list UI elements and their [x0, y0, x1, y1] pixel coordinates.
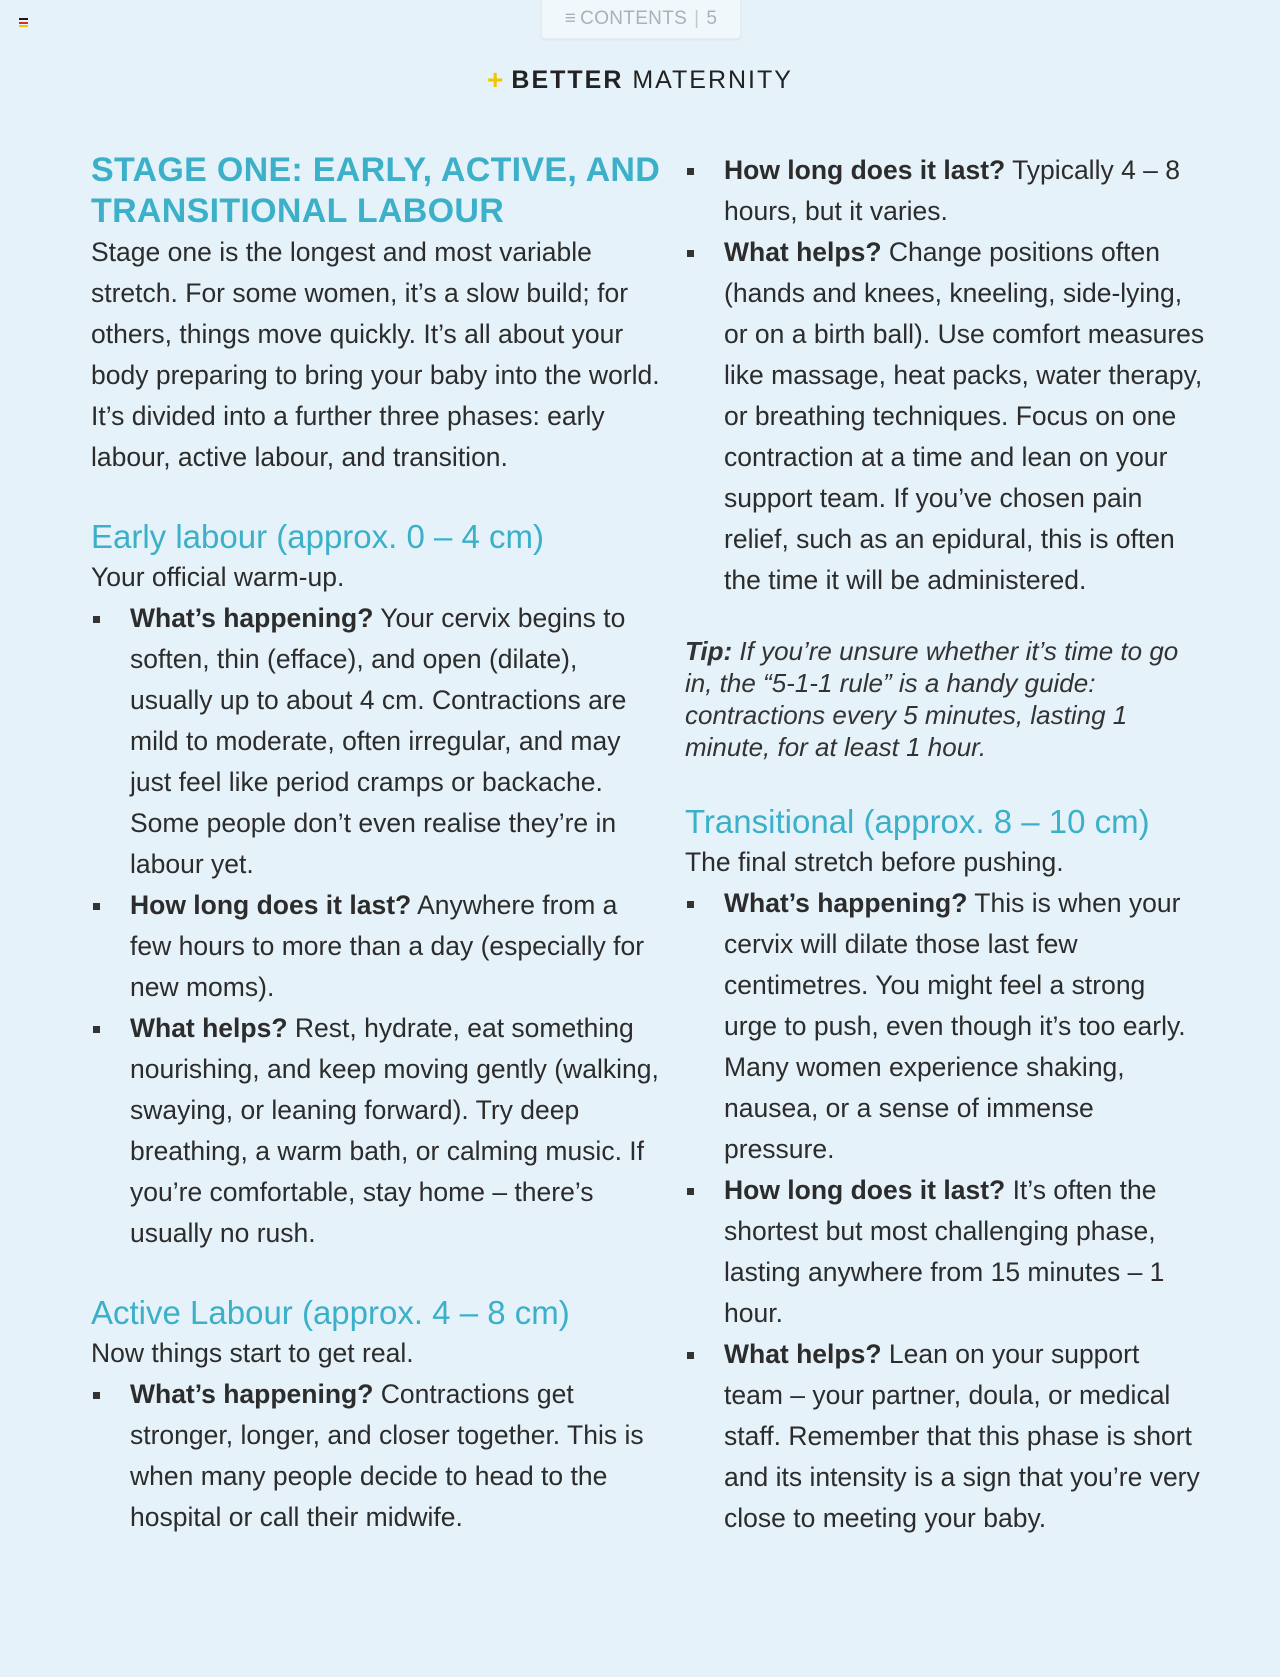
menu-icon: ≡ — [564, 8, 577, 29]
contents-label: CONTENTS — [580, 8, 688, 29]
bullet-icon — [93, 1392, 100, 1399]
right-column — [685, 150, 1205, 1539]
early-labour-heading: Early labour (approx. 0 – 4 cm) — [91, 518, 545, 555]
early-labour-list — [91, 598, 661, 1254]
item-text: Contractions get stronger, longer, and closer together. This is when many people decide to head to the hospital or call their midwife. — [130, 1379, 644, 1532]
transitional-subtitle: The final stretch before pushing. — [685, 847, 1064, 877]
bullet-icon — [93, 616, 100, 623]
list-item — [685, 150, 1205, 232]
list-item — [685, 232, 1205, 601]
contents-button[interactable] — [541, 0, 741, 39]
brand-logo — [0, 64, 1280, 96]
list-item — [91, 1008, 661, 1254]
tip-text: If you’re unsure whether it’s time to go in, the “5-1-1 rule” is a handy guide: contractions every 5 minutes, lasting 1 minute, for at least 1 hour. — [685, 636, 1179, 762]
bullet-icon — [687, 1352, 694, 1359]
left-column — [91, 150, 661, 1538]
bullet-icon — [687, 1188, 694, 1195]
item-label: What helps? — [130, 1013, 288, 1043]
item-label: How long does it last? — [724, 155, 1006, 185]
item-label: What helps? — [724, 237, 882, 267]
section-title: STAGE ONE: EARLY, ACTIVE, AND TRANSITIONAL LABOUR — [91, 151, 661, 230]
item-label: What’s happening? — [130, 1379, 374, 1409]
list-item — [91, 1374, 661, 1538]
brand-bold: BETTER — [511, 66, 624, 94]
item-label: What helps? — [724, 1339, 882, 1369]
active-labour-list — [91, 1374, 661, 1538]
list-item — [91, 885, 661, 1008]
tip-label: Tip: — [685, 636, 733, 666]
bullet-icon — [687, 250, 694, 257]
item-label: How long does it last? — [724, 1175, 1006, 1205]
item-text: Rest, hydrate, eat something nourishing, and keep moving gently (walking, swaying, or leaning forward). Try deep breathing, a warm bath, or calming music. If you’re comfortable, stay home – there’s usually no rush. — [130, 1013, 659, 1248]
transitional-list — [685, 883, 1205, 1539]
item-label: How long does it last? — [130, 890, 412, 920]
page-number: 5 — [706, 8, 718, 29]
intro-paragraph: Stage one is the longest and most variable stretch. For some women, it’s a slow build; for others, things move quickly. It’s all about your body preparing to bring your baby into the world. It’s divided into a further three phases: early labour, active labour, and transition. — [91, 237, 660, 472]
item-text: Change positions often (hands and knees, kneeling, side-lying, or on a birth ball). Use comfort measures like massage, heat packs, water therapy, or breathing techniques. Focus on one contraction at a time and lean on your support team. If you’ve chosen pain relief, such as an epidural, this is often the time it will be administered. — [724, 237, 1205, 595]
item-text: Lean on your support team – your partner, doula, or medical staff. Remember that this phase is short and its intensity is a sign that you’re very close to meeting your baby. — [724, 1339, 1200, 1533]
active-labour-subtitle: Now things start to get real. — [91, 1338, 414, 1368]
early-labour-subtitle: Your official warm-up. — [91, 562, 345, 592]
transitional-heading: Transitional (approx. 8 – 10 cm) — [685, 803, 1150, 840]
item-label: What’s happening? — [130, 603, 374, 633]
list-item — [685, 883, 1205, 1170]
item-text: Typically 4 – 8 hours, but it varies. — [724, 155, 1181, 226]
list-item — [685, 1170, 1205, 1334]
active-labour-list-continued — [685, 150, 1205, 601]
bullet-icon — [93, 1026, 100, 1033]
item-text: This is when your cervix will dilate those last few centimetres. You might feel a strong urge to push, even though it’s too early. Many women experience shaking, nausea, or a sense of immense pressure. — [724, 888, 1186, 1164]
item-label: What’s happening? — [724, 888, 968, 918]
item-text: It’s often the shortest but most challenging phase, lasting anywhere from 15 minutes – 1 hour. — [724, 1175, 1165, 1328]
list-item — [685, 1334, 1205, 1539]
brand-rest: MATERNITY — [632, 66, 793, 94]
active-labour-heading: Active Labour (approx. 4 – 8 cm) — [91, 1294, 570, 1331]
bullet-icon — [687, 901, 694, 908]
list-item — [91, 598, 661, 885]
bullet-icon — [93, 903, 100, 910]
bullet-icon — [687, 168, 694, 175]
plus-icon: + — [487, 64, 506, 95]
item-text: Anywhere from a few hours to more than a day (especially for new moms). — [130, 890, 645, 1002]
flag-icon[interactable] — [19, 18, 28, 27]
item-text: Your cervix begins to soften, thin (efface), and open (dilate), usually up to about 4 cm. Contractions are mild to moderate, often irregular, and may just feel like period cramps or backache. Some people don’t even realise they’re in labour yet. — [130, 603, 627, 879]
separator: | — [694, 8, 700, 29]
tip-callout — [685, 635, 1205, 763]
